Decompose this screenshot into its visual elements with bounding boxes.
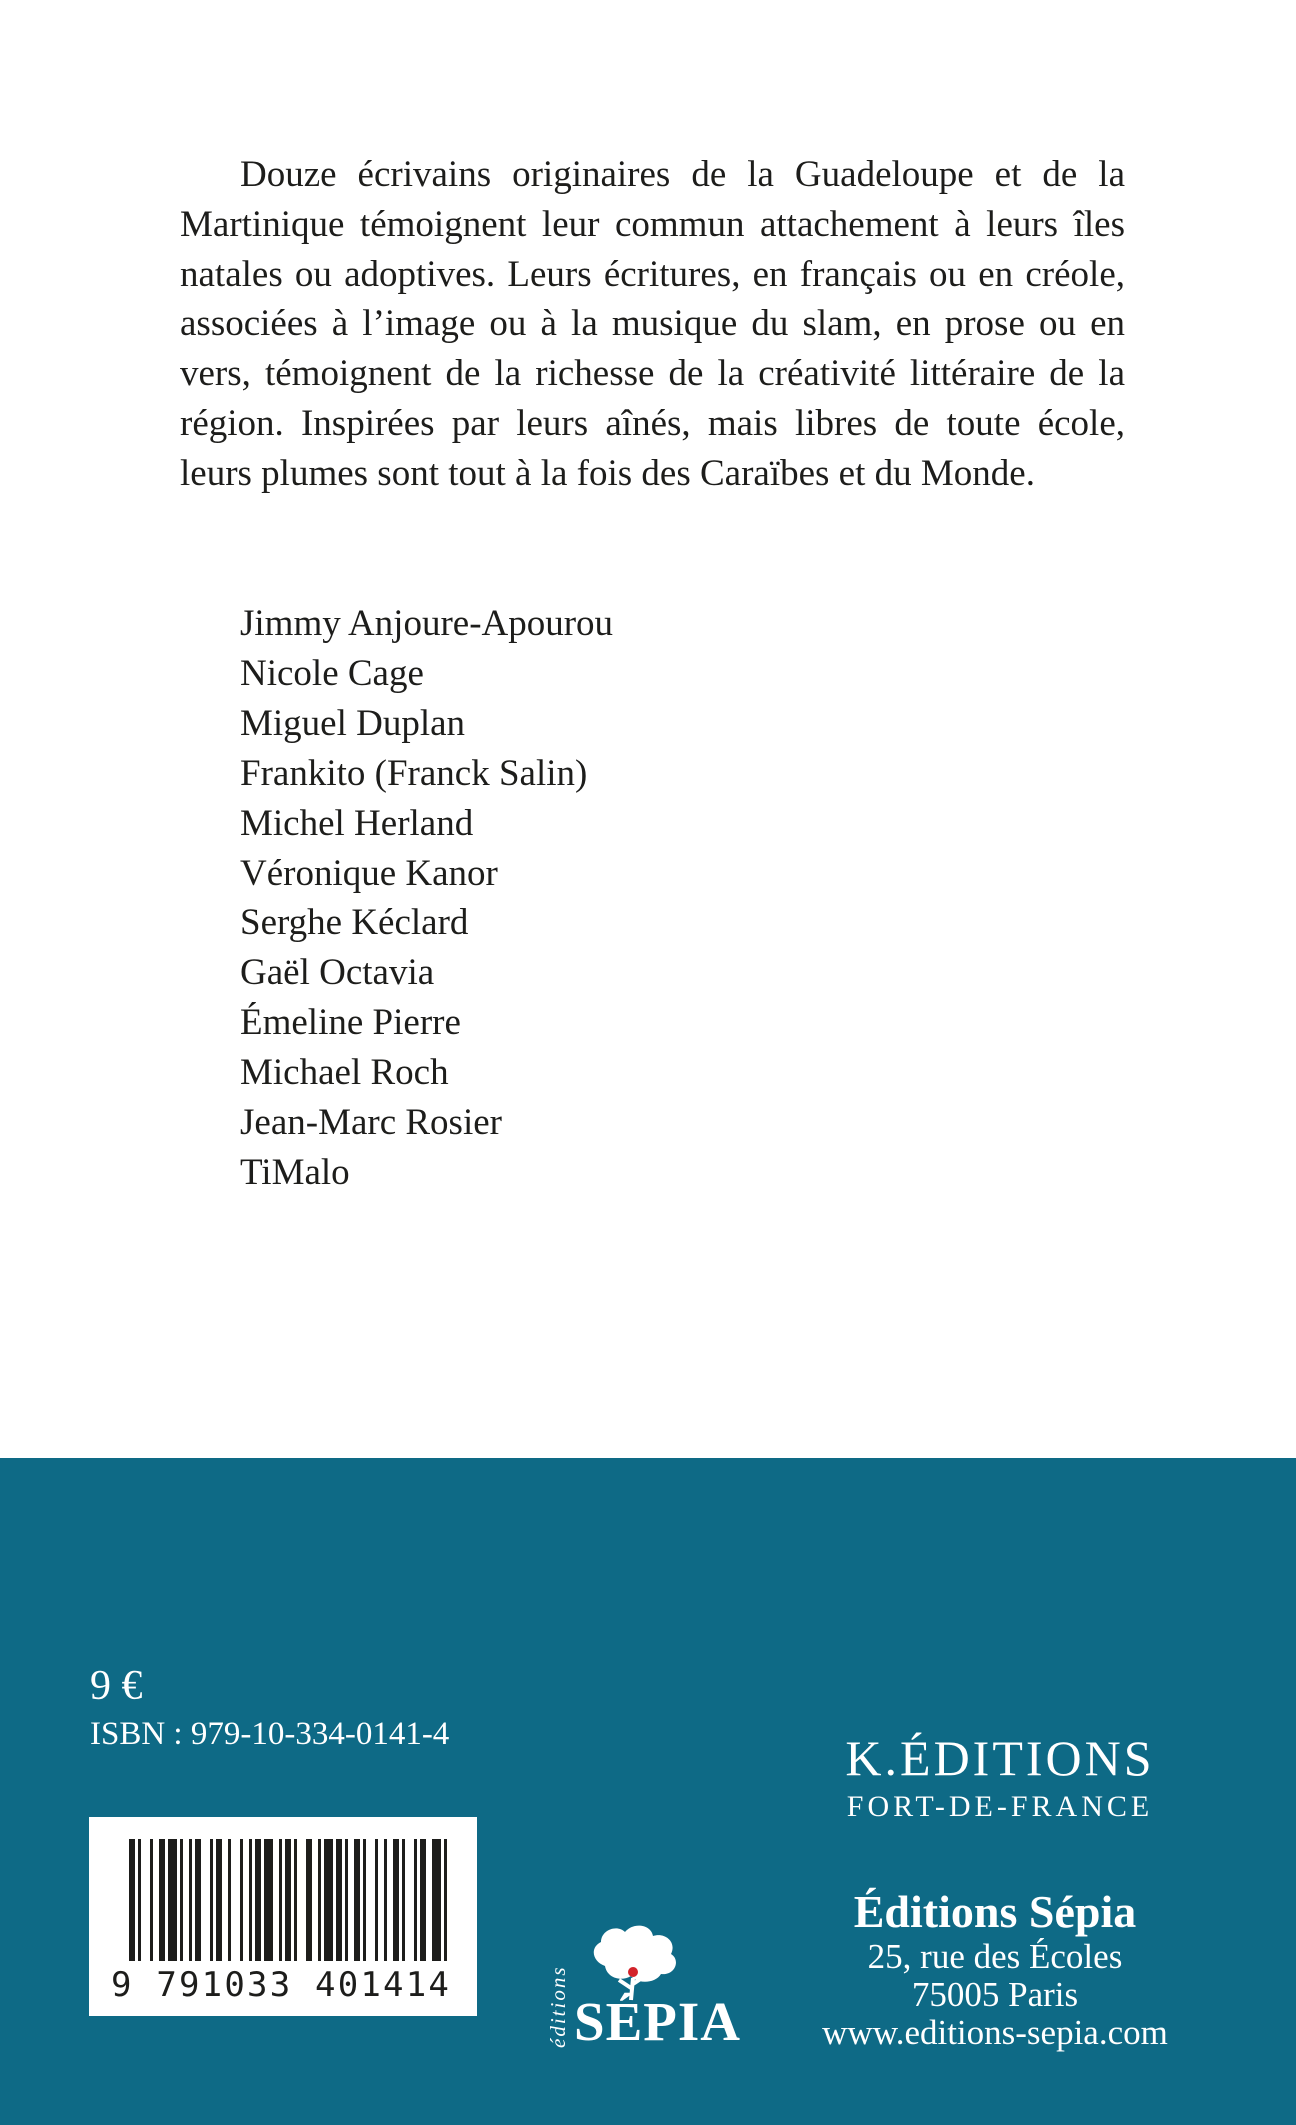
barcode-bar: [168, 1839, 177, 1961]
barcode-bar: [384, 1839, 387, 1961]
barcode-bar: [189, 1839, 192, 1961]
author-name: Gaël Octavia: [240, 952, 435, 994]
author-name: Jean-Marc Rosier: [240, 1102, 502, 1144]
barcode-bar: [249, 1839, 252, 1961]
k-editions-city: FORT-DE-FRANCE: [846, 1790, 1154, 1823]
publisher-address-city: 75005 Paris: [911, 1975, 1079, 2014]
barcode: [89, 1817, 477, 2016]
barcode-bar: [432, 1839, 441, 1961]
author-name: Miguel Duplan: [240, 702, 466, 744]
author-list: [240, 599, 613, 1198]
barcode-bar: [180, 1839, 183, 1961]
price: 9 €: [90, 1663, 143, 1709]
sepia-logo-editions-label: éditions: [546, 1965, 570, 2048]
publisher-address-street: 25, rue des Écoles: [867, 1937, 1123, 1976]
barcode-bar: [318, 1839, 321, 1961]
barcode-bar: [414, 1839, 417, 1961]
barcode-bar: [264, 1839, 273, 1961]
author-name: Serghe Kéclard: [240, 902, 469, 944]
barcode-bar: [294, 1839, 297, 1961]
barcode-bar: [393, 1839, 399, 1961]
barcode-bar: [336, 1839, 342, 1961]
barcode-bar: [420, 1839, 426, 1961]
sepia-logo-wordmark: SÉPIA: [574, 1991, 741, 2052]
author-name: Émeline Pierre: [240, 1002, 461, 1044]
barcode-bar: [228, 1839, 231, 1961]
author-name: TiMalo: [240, 1151, 350, 1193]
barcode-bar: [210, 1839, 213, 1961]
publisher-name: Éditions Sépia: [853, 1886, 1137, 1937]
author-name: Nicole Cage: [240, 652, 424, 694]
barcode-bar: [129, 1839, 135, 1961]
barcode-bar: [306, 1839, 312, 1961]
k-editions-logo: K.ÉDITIONS: [845, 1730, 1155, 1786]
barcode-bar: [345, 1839, 348, 1961]
barcode-bar: [363, 1839, 366, 1961]
barcode-bar: [279, 1839, 282, 1961]
barcode-bar: [444, 1839, 447, 1961]
publisher-website: www.editions-sepia.com: [822, 2013, 1168, 2052]
barcode-bar: [255, 1839, 261, 1961]
barcode-bar: [240, 1839, 243, 1961]
barcode-bar: [195, 1839, 201, 1961]
publisher-band: [0, 1458, 1296, 2125]
author-name: Véronique Kanor: [240, 852, 498, 894]
barcode-digits: 9 791033 401414: [111, 1965, 452, 2005]
barcode-bar: [375, 1839, 378, 1961]
author-name: Jimmy Anjoure-Apourou: [240, 603, 614, 644]
barcode-bar: [150, 1839, 153, 1961]
barcode-bar: [285, 1839, 291, 1961]
author-name: Frankito (Franck Salin): [240, 752, 588, 794]
barcode-bar: [354, 1839, 360, 1961]
author-name: Michael Roch: [240, 1052, 449, 1094]
author-name: Michel Herland: [240, 802, 474, 844]
barcode-bar: [138, 1839, 141, 1961]
barcode-bar: [159, 1839, 165, 1961]
barcode-bar: [324, 1839, 333, 1961]
isbn: ISBN : 979-10-334-0141-4: [90, 1716, 450, 1752]
barcode-bar: [216, 1839, 222, 1961]
barcode-bar: [402, 1839, 405, 1961]
back-cover-blurb: Douze écrivains originaires de la Guadeloupe et de la Martinique témoignent leur commun attachement à leurs îles natales ou adoptives. Leurs écritures, en français ou en créole, associées à l’image ou à la musique du slam, en prose ou en vers, témoignent de la richesse de la créativité littéraire de la région. Inspirées par leurs aînés, mais libres de toute école, leurs plumes sont tout à la fois des Caraïbes et du Monde.: [180, 154, 1125, 494]
